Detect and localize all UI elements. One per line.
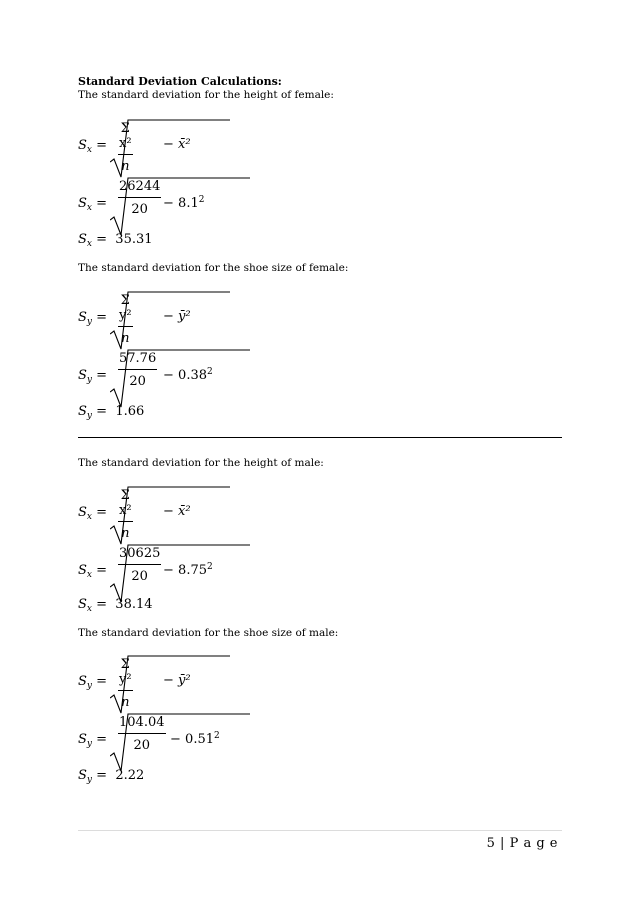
intro-male-height: The standard deviation for the height of male: [78, 457, 324, 469]
formula-lhs: $S_x$ = [78, 505, 108, 522]
fraction: $\frac{\text{Σ y²}}{n}$ [119, 657, 132, 710]
fraction: $\frac{30625}{20}$ [119, 546, 161, 584]
result-male-shoe: $S_y = 2.22$ [78, 768, 145, 785]
substitution-tail: − $8.1^2$ [163, 195, 205, 211]
substitution-lhs: $S_y$ = [78, 368, 108, 385]
page-label: P a g e [509, 836, 558, 851]
intro-female-height: The standard deviation for the height of female: [78, 89, 334, 101]
fraction: $\frac{\text{Σ x²}}{n}$ [119, 488, 132, 541]
formula-tail: − ȳ² [163, 673, 191, 688]
section-heading: Standard Deviation Calculations: [78, 75, 282, 88]
fraction: $\frac{104.04}{20}$ [119, 715, 165, 753]
intro-female-shoe: The standard deviation for the shoe size of female: [78, 262, 349, 274]
footer-separator: | [500, 836, 505, 851]
substitution-tail: − 0.38$^2$ [163, 367, 213, 383]
page-footer [487, 836, 558, 851]
page-number: 5 [486, 836, 496, 851]
substitution-lhs: $S_y$ = [78, 732, 108, 749]
substitution-tail: − 0.51$^2$ [170, 731, 220, 747]
result-female-height: $S_x = 35.31$ [78, 232, 153, 249]
substitution-lhs: $S_x$ = [78, 563, 108, 580]
substitution-tail: − 8.75$^2$ [163, 562, 213, 578]
substitution-lhs: $S_x$ = [78, 196, 108, 213]
fraction: $\frac{\text{Σ y²}}{n}$ [119, 293, 132, 346]
formula-lhs: $S_y$ = [78, 674, 108, 691]
result-male-height: $S_x = 38.14$ [78, 597, 153, 614]
formula-tail: − x̄² [163, 504, 191, 519]
formula-lhs: $S_y$ = [78, 310, 108, 327]
intro-male-shoe: The standard deviation for the shoe size of male: [78, 627, 339, 639]
formula-lhs: $S_x$ = [78, 138, 108, 155]
fraction: $\frac{\text{Σ x²}}{n}$ [119, 121, 132, 174]
fraction: $\frac{57.76}{20}$ [119, 351, 157, 389]
fraction: $\frac{26244}{20}$ [119, 179, 161, 217]
footer-rule [78, 830, 562, 831]
formula-tail: − x̄² [163, 137, 191, 152]
result-female-shoe: $S_y = 1.66$ [78, 404, 145, 421]
section-divider [78, 437, 562, 438]
formula-tail: − ȳ² [163, 309, 191, 324]
